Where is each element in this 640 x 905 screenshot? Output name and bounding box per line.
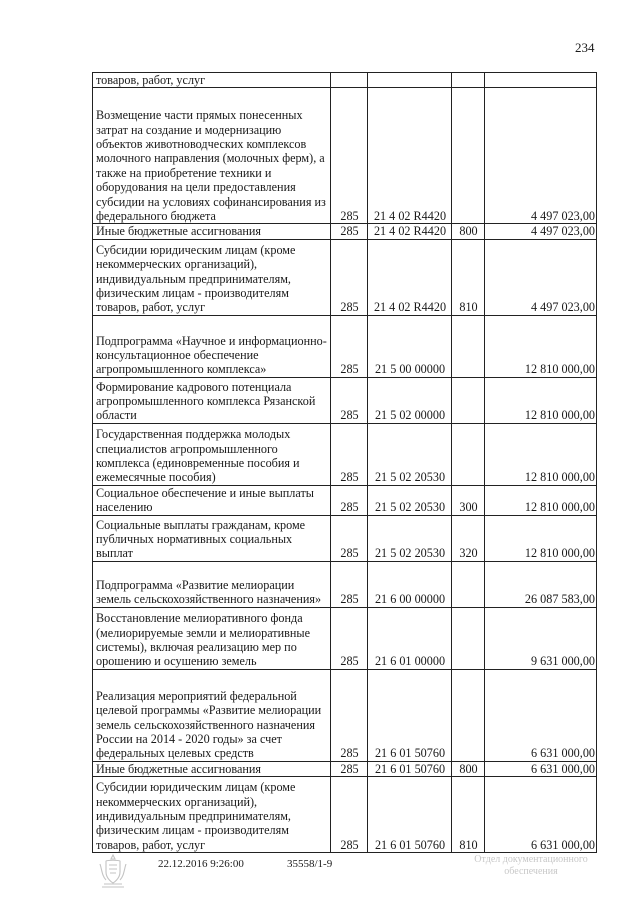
row-name: Иные бюджетные ассигнования bbox=[93, 761, 331, 776]
row-ved-code: 285 bbox=[331, 423, 368, 485]
table-row bbox=[93, 669, 597, 761]
row-name: Субсидии юридическим лицам (кроме некоммерческих организаций), индивидуальным предпринимателям, физическим лицам - производителям товаров, работ, услуг bbox=[93, 239, 331, 315]
row-name: Социальные выплаты гражданам, кроме публичных нормативных социальных выплат bbox=[93, 515, 331, 561]
table-row bbox=[93, 515, 597, 561]
row-name: Социальное обеспечение и иные выплаты населению bbox=[93, 485, 331, 515]
row-sum: 12 810 000,00 bbox=[485, 377, 597, 423]
row-vr-code: 300 bbox=[452, 485, 485, 515]
coat-of-arms-icon bbox=[96, 852, 130, 890]
row-sum: 6 631 000,00 bbox=[485, 777, 597, 853]
row-ved-code: 285 bbox=[331, 377, 368, 423]
table-row bbox=[93, 561, 597, 607]
row-ved-code: 285 bbox=[331, 224, 368, 239]
row-vr-code: 810 bbox=[452, 777, 485, 853]
page-number: 234 bbox=[575, 40, 595, 55]
row-vr-code bbox=[452, 561, 485, 607]
row-csr-code: 21 4 02 R4420 bbox=[368, 239, 452, 315]
row-name: товаров, работ, услуг bbox=[93, 73, 331, 88]
row-ved-code: 285 bbox=[331, 561, 368, 607]
table-row bbox=[93, 761, 597, 776]
row-sum: 26 087 583,00 bbox=[485, 561, 597, 607]
row-ved-code: 285 bbox=[331, 88, 368, 224]
row-sum: 4 497 023,00 bbox=[485, 88, 597, 224]
row-sum: 4 497 023,00 bbox=[485, 224, 597, 239]
table-row bbox=[93, 777, 597, 853]
row-sum: 9 631 000,00 bbox=[485, 607, 597, 669]
row-ved-code: 285 bbox=[331, 669, 368, 761]
row-ved-code: 285 bbox=[331, 761, 368, 776]
row-vr-code bbox=[452, 669, 485, 761]
row-csr-code: 21 6 01 50760 bbox=[368, 777, 452, 853]
row-ved-code: 285 bbox=[331, 239, 368, 315]
row-sum: 6 631 000,00 bbox=[485, 669, 597, 761]
budget-table bbox=[92, 72, 597, 853]
row-vr-code bbox=[452, 88, 485, 224]
row-vr-code bbox=[452, 607, 485, 669]
table-row bbox=[93, 377, 597, 423]
row-sum: 12 810 000,00 bbox=[485, 423, 597, 485]
footer-doc-number: 35558/1-9 bbox=[287, 858, 333, 870]
row-csr-code: 21 6 01 00000 bbox=[368, 607, 452, 669]
row-name: Субсидии юридическим лицам (кроме некоммерческих организаций), индивидуальным предпринимателям, физическим лицам - производителям товаров, работ, услуг bbox=[93, 777, 331, 853]
row-csr-code bbox=[368, 73, 452, 88]
row-csr-code: 21 5 02 20530 bbox=[368, 485, 452, 515]
row-name: Восстановление мелиоративного фонда (мелиорируемые земли и мелиоративные системы), включая реализацию мер по орошению и осушению земель bbox=[93, 607, 331, 669]
row-sum: 4 497 023,00 bbox=[485, 239, 597, 315]
row-name: Подпрограмма «Развитие мелиорации земель сельскохозяйственного назначения» bbox=[93, 561, 331, 607]
table-row bbox=[93, 423, 597, 485]
row-name: Подпрограмма «Научное и информационно-консультационное обеспечение агропромышленного комплекса» bbox=[93, 315, 331, 377]
row-vr-code: 800 bbox=[452, 224, 485, 239]
row-csr-code: 21 5 02 20530 bbox=[368, 515, 452, 561]
row-vr-code bbox=[452, 73, 485, 88]
table-row bbox=[93, 239, 597, 315]
row-ved-code: 285 bbox=[331, 515, 368, 561]
table-row bbox=[93, 315, 597, 377]
row-vr-code bbox=[452, 315, 485, 377]
footer-stamp-line2: обеспечения bbox=[504, 866, 558, 877]
row-csr-code: 21 4 02 R4420 bbox=[368, 88, 452, 224]
row-ved-code: 285 bbox=[331, 485, 368, 515]
table-row bbox=[93, 88, 597, 224]
row-name: Реализация мероприятий федеральной целевой программы «Развитие мелиорации земель сельскохозяйственного назначения России на 2014 - 2020 годы» за счет федеральных целевых средств bbox=[93, 669, 331, 761]
row-sum: 12 810 000,00 bbox=[485, 485, 597, 515]
row-name: Формирование кадрового потенциала агропромышленного комплекса Рязанской области bbox=[93, 377, 331, 423]
row-csr-code: 21 6 00 00000 bbox=[368, 561, 452, 607]
row-name: Государственная поддержка молодых специалистов агропромышленного комплекса (единовременные пособия и ежемесячные пособия) bbox=[93, 423, 331, 485]
row-ved-code: 285 bbox=[331, 777, 368, 853]
table-row bbox=[93, 224, 597, 239]
row-ved-code bbox=[331, 73, 368, 88]
row-csr-code: 21 4 02 R4420 bbox=[368, 224, 452, 239]
row-vr-code: 320 bbox=[452, 515, 485, 561]
footer-stamp-line1: Отдел документационного bbox=[474, 854, 588, 865]
footer-stamp bbox=[456, 854, 606, 878]
row-csr-code: 21 6 01 50760 bbox=[368, 669, 452, 761]
row-csr-code: 21 6 01 50760 bbox=[368, 761, 452, 776]
row-csr-code: 21 5 02 00000 bbox=[368, 377, 452, 423]
row-name: Возмещение части прямых понесенных затрат на создание и модернизацию объектов животноводческих комплексов молочного направления (молочных ферм), а также на приобретение техники и оборудования на цели предоставления субсидии на условиях софинансирования из федерального бюджета bbox=[93, 88, 331, 224]
budget-table-body bbox=[93, 73, 597, 853]
row-sum bbox=[485, 73, 597, 88]
row-sum: 6 631 000,00 bbox=[485, 761, 597, 776]
table-row bbox=[93, 485, 597, 515]
row-ved-code: 285 bbox=[331, 607, 368, 669]
row-vr-code: 810 bbox=[452, 239, 485, 315]
row-name: Иные бюджетные ассигнования bbox=[93, 224, 331, 239]
row-csr-code: 21 5 02 20530 bbox=[368, 423, 452, 485]
row-sum: 12 810 000,00 bbox=[485, 315, 597, 377]
footer-date: 22.12.2016 9:26:00 bbox=[158, 858, 244, 870]
table-row bbox=[93, 607, 597, 669]
row-vr-code: 800 bbox=[452, 761, 485, 776]
row-sum: 12 810 000,00 bbox=[485, 515, 597, 561]
row-vr-code bbox=[452, 377, 485, 423]
row-ved-code: 285 bbox=[331, 315, 368, 377]
row-csr-code: 21 5 00 00000 bbox=[368, 315, 452, 377]
row-vr-code bbox=[452, 423, 485, 485]
table-row bbox=[93, 73, 597, 88]
